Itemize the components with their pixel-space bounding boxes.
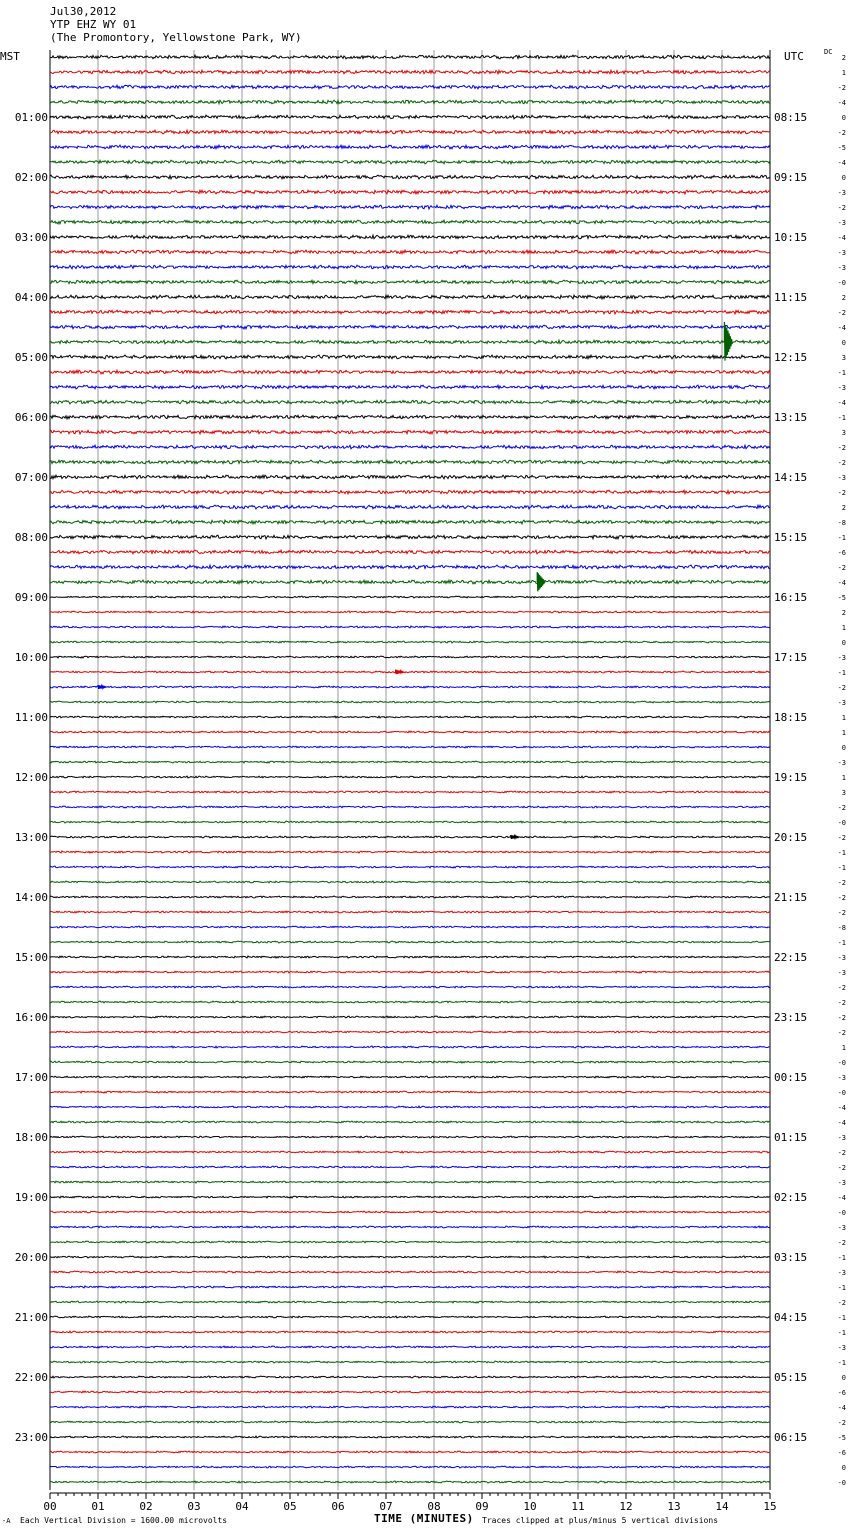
trace-row-20: [50, 355, 770, 359]
trace-row-75: [50, 1181, 770, 1183]
left-hour-label: 17:00: [14, 1071, 48, 1084]
left-hour-label: 11:00: [14, 711, 48, 724]
trace-row-76: [50, 1196, 770, 1198]
dc-offset-value: -3: [837, 1224, 846, 1232]
trace-row-33: [50, 550, 770, 554]
right-hour-label: 16:15: [774, 591, 808, 604]
trace-row-70: [50, 1106, 770, 1108]
left-hour-label: 09:00: [14, 591, 48, 604]
dc-offset-value: -3: [837, 189, 846, 197]
trace-row-74: [50, 1166, 770, 1168]
dc-offset-value: -2: [837, 309, 846, 317]
station-code: YTP EHZ WY 01: [50, 18, 137, 31]
dc-offset-value: -4: [837, 1104, 846, 1112]
right-hour-label: 09:15: [774, 171, 808, 184]
dc-offset-value: -3: [837, 384, 846, 392]
trace-row-44: [50, 716, 770, 718]
left-hour-label: 16:00: [14, 1011, 48, 1024]
left-axis-title: MST: [0, 50, 20, 63]
x-tick-label-14: 14: [715, 1500, 729, 1513]
trace-row-25: [50, 430, 770, 434]
dc-offset-value: -2: [837, 1419, 846, 1427]
trace-row-54: [50, 866, 770, 868]
dc-offset-value: 1: [841, 774, 846, 782]
dc-offset-value: -2: [837, 999, 846, 1007]
dc-offset-value: -0: [837, 1059, 846, 1067]
trace-row-60: [50, 956, 770, 958]
trace-row-36: [50, 596, 770, 598]
dc-offset-value: -3: [837, 1269, 846, 1277]
trace-row-52: [50, 836, 770, 838]
x-tick-label-05: 05: [283, 1500, 297, 1513]
dc-offset-value: -5: [837, 144, 846, 152]
dc-offset-value: -2: [837, 204, 846, 212]
dc-offset-value: -2: [837, 489, 846, 497]
dc-offset-value: -3: [837, 954, 846, 962]
x-tick-label-04: 04: [235, 1500, 249, 1513]
time-axis: [43, 1493, 776, 1513]
dc-offset-value: -3: [837, 219, 846, 227]
dc-offset-value: -2: [837, 1029, 846, 1037]
dc-offset-title: DC: [824, 48, 833, 56]
dc-offset-value: -3: [837, 969, 846, 977]
dc-offset-value: -2: [837, 1149, 846, 1157]
trace-row-12: [50, 235, 770, 239]
trace-row-1: [50, 70, 770, 74]
dc-offset-value: -0: [837, 819, 846, 827]
trace-row-24: [50, 415, 770, 419]
x-tick-label-10: 10: [523, 1500, 537, 1513]
dc-offset-value: -2: [837, 1164, 846, 1172]
x-axis-label: TIME (MINUTES): [374, 1512, 474, 1525]
x-tick-label-13: 13: [667, 1500, 681, 1513]
trace-row-18: [50, 325, 770, 329]
left-hour-label: 14:00: [14, 891, 48, 904]
plot-date: Jul30,2012: [50, 5, 117, 18]
dc-offset-value: -1: [837, 1284, 846, 1292]
x-tick-label-06: 06: [331, 1500, 345, 1513]
dc-offset-value: -6: [837, 1449, 846, 1457]
dc-offset-value: -8: [837, 924, 846, 932]
dc-offset-value: -3: [837, 699, 846, 707]
trace-row-66: [50, 1046, 770, 1048]
trace-row-42: [50, 686, 770, 688]
dc-offset-value: -6: [837, 549, 846, 557]
dc-offset-value: 2: [841, 294, 846, 302]
dc-offset-value: 0: [841, 339, 846, 347]
dc-offset-value: -1: [837, 1314, 846, 1322]
trace-row-34: [50, 565, 770, 569]
dc-offset-value: 3: [841, 789, 846, 797]
trace-row-77: [50, 1211, 770, 1213]
dc-offset-value: 1: [841, 1044, 846, 1052]
x-tick-label-01: 01: [91, 1500, 105, 1513]
dc-offset-value: 2: [841, 504, 846, 512]
left-hour-label: 13:00: [14, 831, 48, 844]
trace-row-93: [50, 1451, 770, 1453]
dc-offset-value: -1: [837, 1329, 846, 1337]
trace-row-62: [50, 986, 770, 988]
dc-offset-value: -2: [837, 879, 846, 887]
dc-offset-value: -0: [837, 1089, 846, 1097]
x-tick-label-11: 11: [571, 1500, 585, 1513]
trace-row-49: [50, 791, 770, 793]
event-mark-2: [396, 670, 404, 675]
dc-offset-value: -2: [837, 984, 846, 992]
dc-offset-value: -6: [837, 1389, 846, 1397]
dc-offset-value: -1: [837, 534, 846, 542]
trace-row-16: [50, 295, 770, 299]
trace-row-19: [50, 340, 770, 344]
trace-row-39: [50, 641, 770, 643]
dc-offset-value: -3: [837, 1074, 846, 1082]
trace-row-90: [50, 1406, 770, 1408]
footer-mark: -A: [2, 1517, 11, 1525]
dc-offset-value: -2: [837, 909, 846, 917]
x-tick-label-03: 03: [187, 1500, 201, 1513]
trace-row-30: [50, 505, 770, 509]
dc-offset-value: -2: [837, 564, 846, 572]
trace-row-78: [50, 1226, 770, 1228]
x-tick-label-12: 12: [619, 1500, 633, 1513]
dc-offset-value: -3: [837, 654, 846, 662]
trace-row-53: [50, 851, 770, 853]
right-hour-label: 11:15: [774, 291, 808, 304]
trace-row-41: [50, 671, 770, 673]
trace-row-86: [50, 1346, 770, 1348]
left-hour-label: 12:00: [14, 771, 48, 784]
dc-offset-value: -2: [837, 1239, 846, 1247]
trace-row-71: [50, 1121, 770, 1123]
right-hour-label: 00:15: [774, 1071, 808, 1084]
dc-offset-value: -3: [837, 1179, 846, 1187]
trace-row-94: [50, 1466, 770, 1468]
right-hour-label: 18:15: [774, 711, 808, 724]
right-hour-label: 17:15: [774, 651, 808, 664]
dc-offset-value: 0: [841, 639, 846, 647]
trace-row-73: [50, 1151, 770, 1153]
right-hour-label: 20:15: [774, 831, 808, 844]
trace-row-87: [50, 1361, 770, 1363]
trace-row-59: [50, 941, 770, 943]
clip-note: Traces clipped at plus/minus 5 vertical divisions: [482, 1516, 719, 1525]
trace-row-4: [50, 115, 770, 119]
dc-offset-value: -4: [837, 234, 846, 242]
right-hour-label: 04:15: [774, 1311, 808, 1324]
right-hour-label: 02:15: [774, 1191, 808, 1204]
trace-row-47: [50, 761, 770, 763]
x-tick-label-07: 07: [379, 1500, 393, 1513]
trace-row-11: [50, 220, 770, 224]
x-tick-label-09: 09: [475, 1500, 489, 1513]
dc-offset-value: 1: [841, 714, 846, 722]
dc-offset-value: 3: [841, 354, 846, 362]
dc-offset-value: -3: [837, 759, 846, 767]
trace-row-29: [50, 490, 770, 494]
dc-offset-value: -1: [837, 369, 846, 377]
trace-row-58: [50, 926, 770, 928]
dc-offset-value: -2: [837, 1299, 846, 1307]
left-hour-label: 10:00: [14, 651, 48, 664]
dc-offset-value: -5: [837, 1434, 846, 1442]
left-hour-label: 20:00: [14, 1251, 48, 1264]
dc-offset-value: -2: [837, 894, 846, 902]
left-hour-label: 08:00: [14, 531, 48, 544]
right-hour-label: 05:15: [774, 1371, 808, 1384]
dc-offset-value: 2: [841, 54, 846, 62]
trace-row-55: [50, 881, 770, 883]
trace-row-22: [50, 385, 770, 389]
dc-offset-value: -2: [837, 84, 846, 92]
left-hour-label: 18:00: [14, 1131, 48, 1144]
dc-offset-value: -3: [837, 249, 846, 257]
dc-offset-value: -1: [837, 849, 846, 857]
trace-row-84: [50, 1316, 770, 1318]
trace-row-80: [50, 1256, 770, 1258]
x-tick-label-08: 08: [427, 1500, 441, 1513]
dc-offset-value: 1: [841, 729, 846, 737]
trace-row-91: [50, 1421, 770, 1423]
dc-offset-value: -0: [837, 279, 846, 287]
dc-offset-value: -8: [837, 519, 846, 527]
trace-row-40: [50, 656, 770, 658]
trace-row-56: [50, 896, 770, 898]
right-hour-label: 12:15: [774, 351, 808, 364]
dc-offset-value: -2: [837, 1014, 846, 1022]
dc-offset-value: -1: [837, 939, 846, 947]
trace-row-3: [50, 100, 770, 104]
left-hour-label: 06:00: [14, 411, 48, 424]
dc-offset-value: -3: [837, 1344, 846, 1352]
scale-note: Each Vertical Division = 1600.00 microvolts: [20, 1516, 228, 1525]
dc-offset-value: -4: [837, 1194, 846, 1202]
trace-row-8: [50, 175, 770, 179]
trace-row-26: [50, 445, 770, 449]
trace-row-6: [50, 145, 770, 149]
dc-offset-value: -0: [837, 1209, 846, 1217]
dc-offset-value: -1: [837, 669, 846, 677]
trace-row-69: [50, 1091, 770, 1093]
x-tick-label-00: 00: [43, 1500, 57, 1513]
trace-row-61: [50, 971, 770, 973]
trace-row-89: [50, 1391, 770, 1393]
dc-offset-value: 1: [841, 624, 846, 632]
trace-row-88: [50, 1376, 770, 1378]
right-hour-label: 14:15: [774, 471, 808, 484]
trace-row-63: [50, 1001, 770, 1003]
event-mark-4: [511, 835, 519, 839]
trace-row-21: [50, 370, 770, 374]
dc-offset-value: -2: [837, 684, 846, 692]
trace-rows: [50, 55, 770, 1483]
trace-row-92: [50, 1436, 770, 1438]
x-tick-label-15: 15: [763, 1500, 777, 1513]
trace-row-48: [50, 776, 770, 778]
right-hour-label: 03:15: [774, 1251, 808, 1264]
dc-offset-value: -3: [837, 264, 846, 272]
dc-offset-value: -2: [837, 834, 846, 842]
trace-row-37: [50, 611, 770, 613]
trace-row-9: [50, 190, 770, 194]
trace-row-85: [50, 1331, 770, 1333]
dc-offset-value: 0: [841, 1374, 846, 1382]
event-marks: [98, 322, 732, 839]
dc-offset-value: 0: [841, 1464, 846, 1472]
right-hour-label: 22:15: [774, 951, 808, 964]
right-hour-label: 19:15: [774, 771, 808, 784]
trace-row-64: [50, 1016, 770, 1018]
left-hour-label: 19:00: [14, 1191, 48, 1204]
event-mark-1: [537, 572, 545, 591]
trace-row-38: [50, 626, 770, 628]
trace-row-68: [50, 1076, 770, 1078]
trace-row-17: [50, 310, 770, 314]
station-location: (The Promontory, Yellowstone Park, WY): [50, 31, 302, 44]
x-tick-label-02: 02: [139, 1500, 153, 1513]
trace-row-65: [50, 1031, 770, 1033]
right-hour-label: 15:15: [774, 531, 808, 544]
left-hour-label: 07:00: [14, 471, 48, 484]
right-hour-label: 08:15: [774, 111, 808, 124]
trace-row-31: [50, 520, 770, 524]
dc-offset-value: -5: [837, 594, 846, 602]
trace-row-10: [50, 205, 770, 209]
dc-offset-value: -1: [837, 1254, 846, 1262]
dc-offset-value: -3: [837, 1134, 846, 1142]
trace-row-28: [50, 475, 770, 479]
dc-offset-value: -1: [837, 1359, 846, 1367]
left-hour-label: 02:00: [14, 171, 48, 184]
dc-offset-value: 2: [841, 609, 846, 617]
trace-row-81: [50, 1271, 770, 1273]
dc-offset-value: -2: [837, 804, 846, 812]
trace-row-2: [50, 85, 770, 89]
trace-row-13: [50, 250, 770, 254]
trace-row-83: [50, 1301, 770, 1303]
trace-row-82: [50, 1286, 770, 1288]
trace-row-57: [50, 911, 770, 913]
right-hour-label: 06:15: [774, 1431, 808, 1444]
right-axis-title: UTC: [784, 50, 804, 63]
dc-offset-value: -1: [837, 864, 846, 872]
dc-offset-value: -0: [837, 1479, 846, 1487]
trace-row-5: [50, 130, 770, 134]
trace-row-67: [50, 1061, 770, 1063]
trace-row-7: [50, 160, 770, 164]
dc-offset-value: -2: [837, 444, 846, 452]
trace-row-46: [50, 746, 770, 748]
left-hour-label: 03:00: [14, 231, 48, 244]
dc-offset-value: -4: [837, 159, 846, 167]
trace-row-50: [50, 806, 770, 808]
right-hour-label: 21:15: [774, 891, 808, 904]
dc-offset-value: -3: [837, 474, 846, 482]
event-mark-3: [98, 685, 106, 689]
left-hour-label: 21:00: [14, 1311, 48, 1324]
dc-offset-value: 0: [841, 744, 846, 752]
trace-row-95: [50, 1481, 770, 1483]
trace-row-23: [50, 400, 770, 404]
left-hour-label: 04:00: [14, 291, 48, 304]
dc-offset-value: -4: [837, 399, 846, 407]
dc-offset-value: -4: [837, 1119, 846, 1127]
trace-row-32: [50, 535, 770, 539]
right-hour-label: 10:15: [774, 231, 808, 244]
left-hour-label: 22:00: [14, 1371, 48, 1384]
dc-offset-value: -1: [837, 414, 846, 422]
dc-offset-value: -4: [837, 579, 846, 587]
dc-offset-value: 1: [841, 69, 846, 77]
right-hour-label: 23:15: [774, 1011, 808, 1024]
left-hour-label: 05:00: [14, 351, 48, 364]
left-hour-label: 01:00: [14, 111, 48, 124]
dc-offset-value: 0: [841, 174, 846, 182]
trace-row-79: [50, 1241, 770, 1243]
dc-offset-value: -4: [837, 324, 846, 332]
dc-offset-value: -2: [837, 459, 846, 467]
trace-row-43: [50, 701, 770, 703]
right-hour-label: 13:15: [774, 411, 808, 424]
trace-row-0: [50, 55, 770, 59]
trace-row-72: [50, 1136, 770, 1138]
right-hour-label: 01:15: [774, 1131, 808, 1144]
trace-row-35: [50, 580, 770, 584]
trace-row-14: [50, 265, 770, 269]
dc-offset-value: -2: [837, 129, 846, 137]
trace-row-15: [50, 280, 770, 284]
dc-offset-value: -4: [837, 99, 846, 107]
left-hour-label: 15:00: [14, 951, 48, 964]
left-hour-label: 23:00: [14, 1431, 48, 1444]
trace-row-45: [50, 731, 770, 733]
dc-offset-value: -4: [837, 1404, 846, 1412]
dc-offset-value: 0: [841, 114, 846, 122]
dc-offset-value: 3: [841, 429, 846, 437]
trace-row-51: [50, 821, 770, 823]
trace-row-27: [50, 460, 770, 464]
